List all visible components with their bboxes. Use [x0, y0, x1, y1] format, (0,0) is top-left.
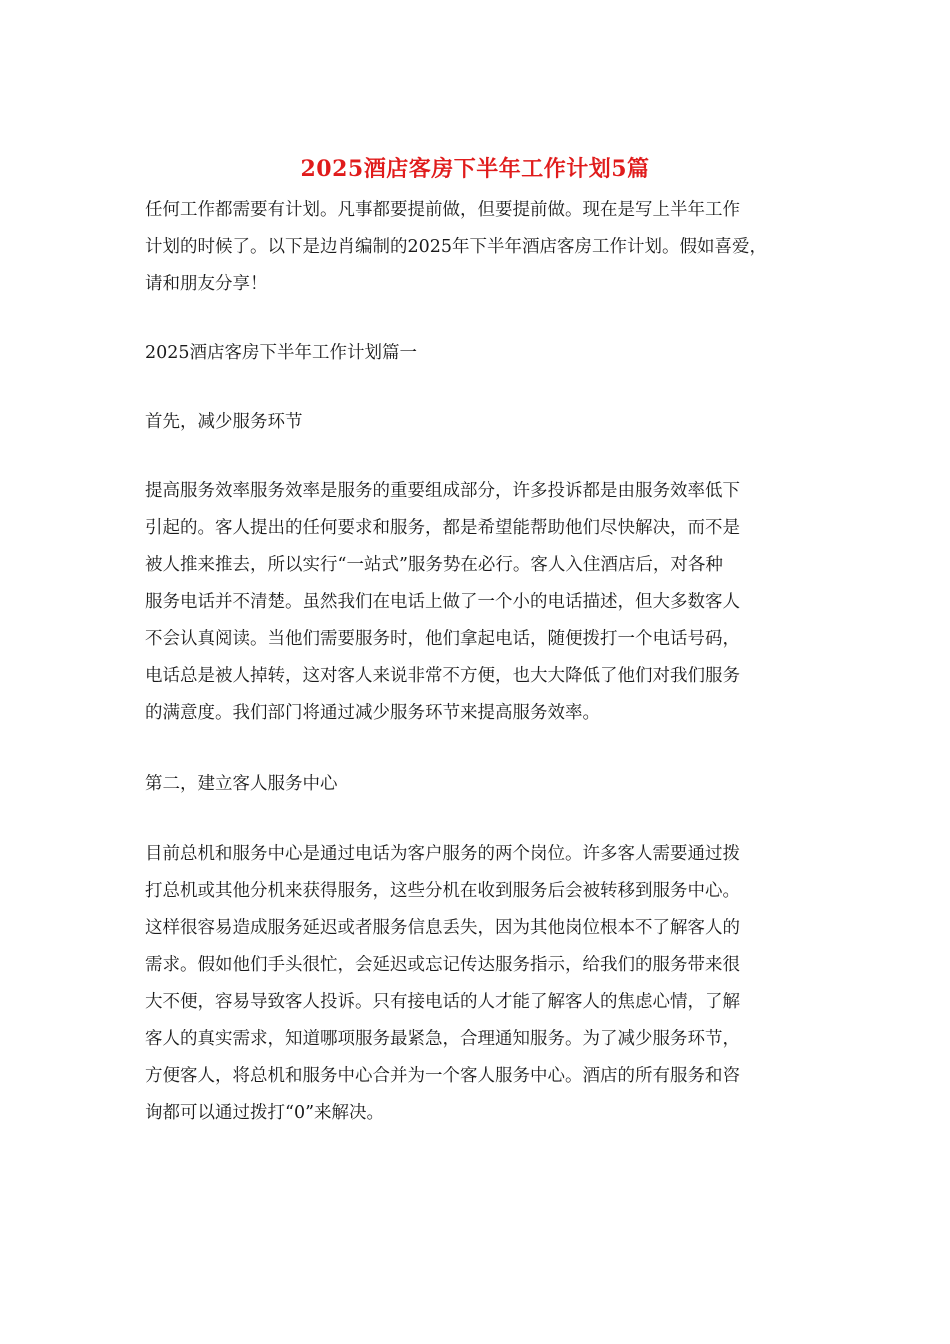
document-title: 2025酒店客房下半年工作计划5篇	[300, 156, 650, 182]
section-heading: 2025酒店客房下半年工作计划篇一	[145, 343, 418, 363]
point1-line: 提高服务效率服务效率是服务的重要组成部分，许多投诉都是由服务效率低下	[145, 481, 740, 501]
point2-line: 方便客人，将总机和服务中心合并为一个客人服务中心。酒店的所有服务和咨	[145, 1066, 740, 1086]
point2-heading: 第二，建立客人服务中心	[145, 774, 338, 794]
point2-line: 这样很容易造成服务延迟或者服务信息丢失，因为其他岗位根本不了解客人的	[145, 918, 740, 938]
point1-line: 服务电话并不清楚。虽然我们在电话上做了一个小的电话描述，但大多数客人	[145, 592, 740, 612]
point2-paragraph	[145, 836, 805, 1132]
point2-line: 询都可以通过拨打“0”来解决。	[145, 1103, 385, 1123]
point1-line: 不会认真阅读。当他们需要服务时，他们拿起电话，随便拨打一个电话号码，	[145, 629, 740, 649]
intro-line: 任何工作都需要有计划。凡事都要提前做，但要提前做。现在是写上半年工作	[145, 200, 740, 220]
point2-line: 客人的真实需求，知道哪项服务最紧急，合理通知服务。为了减少服务环节，	[145, 1029, 740, 1049]
intro-line: 请和朋友分享！	[145, 274, 268, 294]
point2-line: 大不便，容易导致客人投诉。只有接电话的人才能了解客人的焦虑心情，了解	[145, 992, 740, 1012]
point1-paragraph	[145, 473, 805, 732]
point1-heading: 首先，减少服务环节	[145, 412, 303, 432]
point1-line: 电话总是被人掉转，这对客人来说非常不方便，也大大降低了他们对我们服务	[145, 666, 740, 686]
point1-line: 的满意度。我们部门将通过减少服务环节来提高服务效率。	[145, 703, 600, 723]
point2-line: 目前总机和服务中心是通过电话为客户服务的两个岗位。许多客人需要通过拨	[145, 844, 740, 864]
point2-line: 打总机或其他分机来获得服务，这些分机在收到服务后会被转移到服务中心。	[145, 881, 740, 901]
point1-line: 引起的。客人提出的任何要求和服务，都是希望能帮助他们尽快解决，而不是	[145, 518, 740, 538]
intro-line: 计划的时候了。以下是边肖编制的2025年下半年酒店客房工作计划。假如喜爱，	[145, 237, 768, 257]
point1-line: 被人推来推去，所以实行“一站式”服务势在必行。客人入住酒店后，对各种	[145, 555, 723, 575]
point2-line: 需求。假如他们手头很忙，会延迟或忘记传达服务指示，给我们的服务带来很	[145, 955, 740, 975]
intro-paragraph	[145, 192, 805, 303]
